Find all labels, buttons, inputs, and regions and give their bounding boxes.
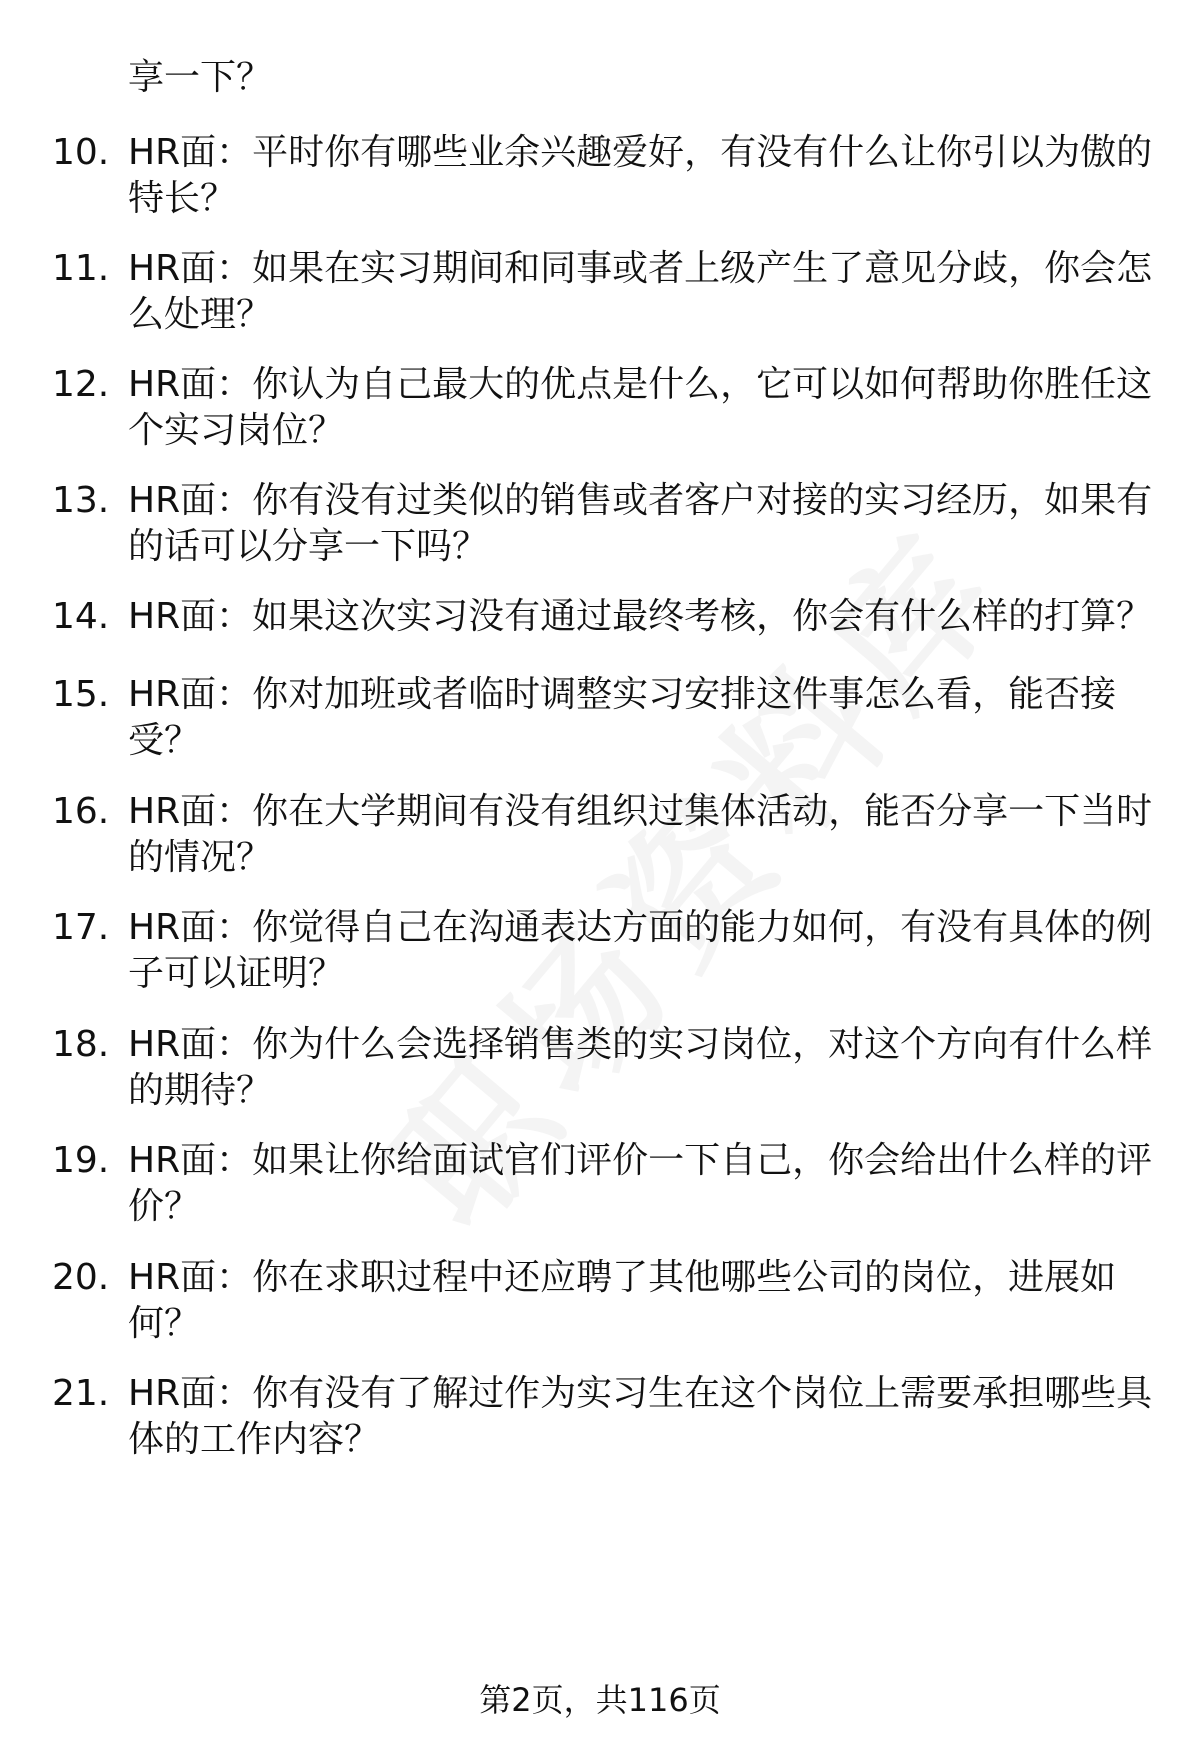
question-text: HR面：你认为自己最大的优点是什么，它可以如何帮助你胜任这个实习岗位？ (128, 364, 1153, 451)
question-number: 12. (52, 364, 110, 405)
question-number: 20. (52, 1257, 110, 1298)
question-number: 19. (52, 1140, 110, 1181)
question-number: 18. (52, 1024, 110, 1065)
question-text: HR面：你有没有过类似的销售或者客户对接的实习经历，如果有的话可以分享一下吗？ (128, 480, 1153, 567)
question-number: 11. (52, 248, 110, 289)
page-footer: 第2页，共116页 (479, 1681, 721, 1719)
question-number: 13. (52, 480, 110, 521)
question-number: 17. (52, 907, 110, 948)
question-text: HR面：你对加班或者临时调整实习安排这件事怎么看，能否接受？ (128, 674, 1117, 761)
question-number: 10. (52, 132, 110, 173)
question-text: HR面：如果在实习期间和同事或者上级产生了意见分歧，你会怎么处理？ (128, 248, 1153, 335)
question-text: HR面：你在求职过程中还应聘了其他哪些公司的岗位，进展如何？ (128, 1257, 1117, 1344)
question-number: 21. (52, 1373, 110, 1414)
question-text: HR面：你觉得自己在沟通表达方面的能力如何，有没有具体的例子可以证明？ (128, 907, 1153, 994)
question-text: HR面：如果这次实习没有通过最终考核，你会有什么样的打算？ (128, 596, 1153, 637)
question-number: 16. (52, 791, 110, 832)
question-text: HR面：你有没有了解过作为实习生在这个岗位上需要承担哪些具体的工作内容？ (128, 1373, 1153, 1460)
question-text: HR面：你为什么会选择销售类的实习岗位，对这个方向有什么样的期待？ (128, 1024, 1153, 1111)
question-text: HR面：如果让你给面试官们评价一下自己，你会给出什么样的评价？ (128, 1140, 1153, 1227)
question-text: HR面：你在大学期间有没有组织过集体活动，能否分享一下当时的情况？ (128, 791, 1153, 878)
question-text: HR面：平时你有哪些业余兴趣爱好，有没有什么让你引以为傲的特长？ (128, 132, 1153, 219)
question-number: 15. (52, 674, 110, 715)
continuation-text: 享一下？ (128, 57, 273, 98)
question-number: 14. (52, 596, 110, 637)
